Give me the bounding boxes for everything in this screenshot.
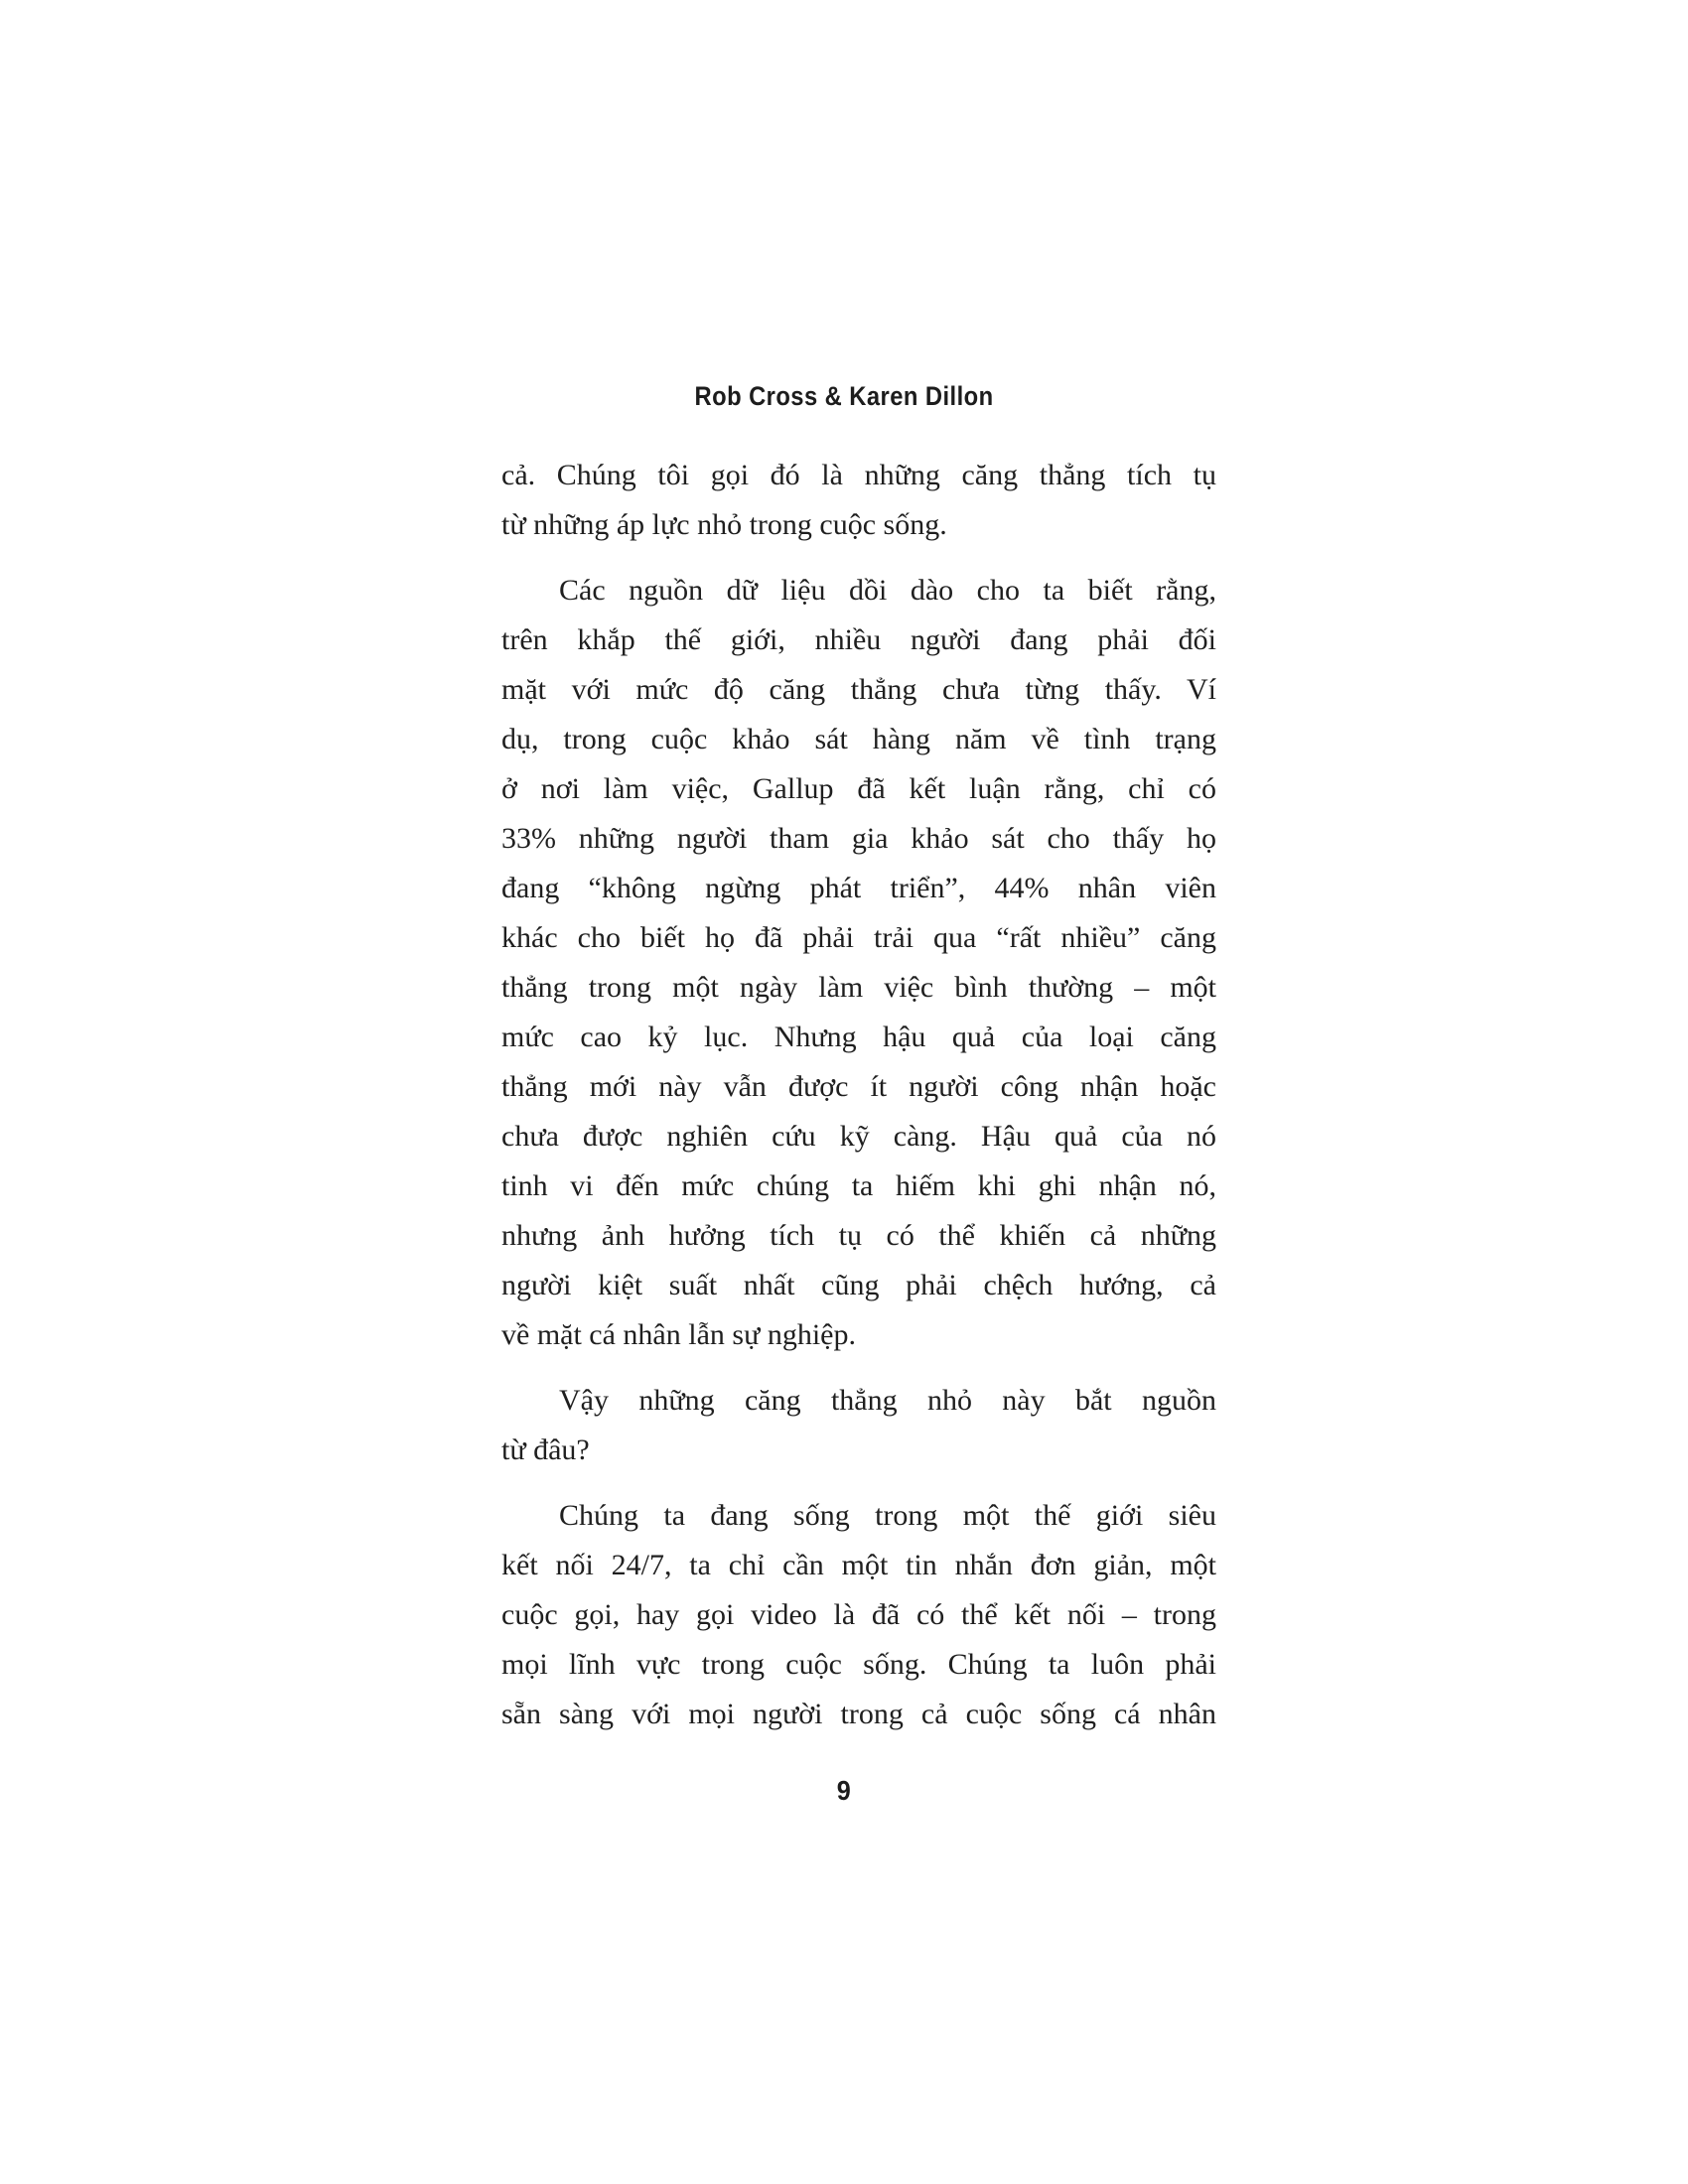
text-line: khác cho biết họ đã phải trải qua “rất nhiều” căng (501, 921, 1216, 954)
page-number-text: 9 (836, 1775, 852, 1806)
text-line: 33% những người tham gia khảo sát cho thấy họ (501, 822, 1216, 855)
text-line: nhưng ảnh hưởng tích tụ có thể khiến cả những (501, 1219, 1216, 1252)
text-line: đang “không ngừng phát triển”, 44% nhân viên (501, 872, 1216, 904)
paragraph (501, 451, 1216, 550)
page-number (0, 1775, 1688, 1807)
text-line: thẳng mới này vẫn được ít người công nhận hoặc (501, 1070, 1216, 1103)
text-line: Vậy những căng thẳng nhỏ này bắt nguồn (559, 1384, 1216, 1417)
running-header (0, 381, 1688, 411)
text-line: người kiệt suất nhất cũng phải chệch hướng, cả (501, 1269, 1216, 1301)
text-line: từ những áp lực nhỏ trong cuộc sống. (501, 508, 947, 541)
text-line: kết nối 24/7, ta chỉ cần một tin nhắn đơn giản, một (501, 1549, 1216, 1581)
text-line: chưa được nghiên cứu kỹ càng. Hậu quả của nó (501, 1120, 1216, 1153)
text-line: mức cao kỷ lục. Nhưng hậu quả của loại căng (501, 1021, 1216, 1053)
text-line: Chúng ta đang sống trong một thế giới siêu (559, 1499, 1216, 1532)
paragraph (501, 1376, 1216, 1475)
text-line: Các nguồn dữ liệu dồi dào cho ta biết rằng, (559, 574, 1216, 607)
text-line: sẵn sàng với mọi người trong cả cuộc sống cá nhân (501, 1698, 1216, 1730)
text-line: từ đâu? (501, 1433, 590, 1466)
body-text (501, 451, 1216, 1739)
text-line: mọi lĩnh vực trong cuộc sống. Chúng ta luôn phải (501, 1648, 1216, 1681)
text-line: cả. Chúng tôi gọi đó là những căng thẳng tích tụ (501, 459, 1216, 491)
text-line: về mặt cá nhân lẫn sự nghiệp. (501, 1318, 856, 1351)
text-line: dụ, trong cuộc khảo sát hàng năm về tình trạng (501, 723, 1216, 755)
running-header-text: Rob Cross & Karen Dillon (694, 381, 994, 411)
paragraph (501, 1491, 1216, 1739)
text-line: mặt với mức độ căng thẳng chưa từng thấy. Ví (501, 673, 1216, 706)
text-line: thẳng trong một ngày làm việc bình thường – một (501, 971, 1216, 1004)
text-line: trên khắp thế giới, nhiều người đang phải đối (501, 623, 1216, 656)
text-line: tinh vi đến mức chúng ta hiếm khi ghi nhận nó, (501, 1169, 1216, 1202)
text-line: cuộc gọi, hay gọi video là đã có thể kết nối – trong (501, 1598, 1216, 1631)
paragraph (501, 566, 1216, 1360)
text-line: ở nơi làm việc, Gallup đã kết luận rằng, chỉ có (501, 772, 1216, 805)
